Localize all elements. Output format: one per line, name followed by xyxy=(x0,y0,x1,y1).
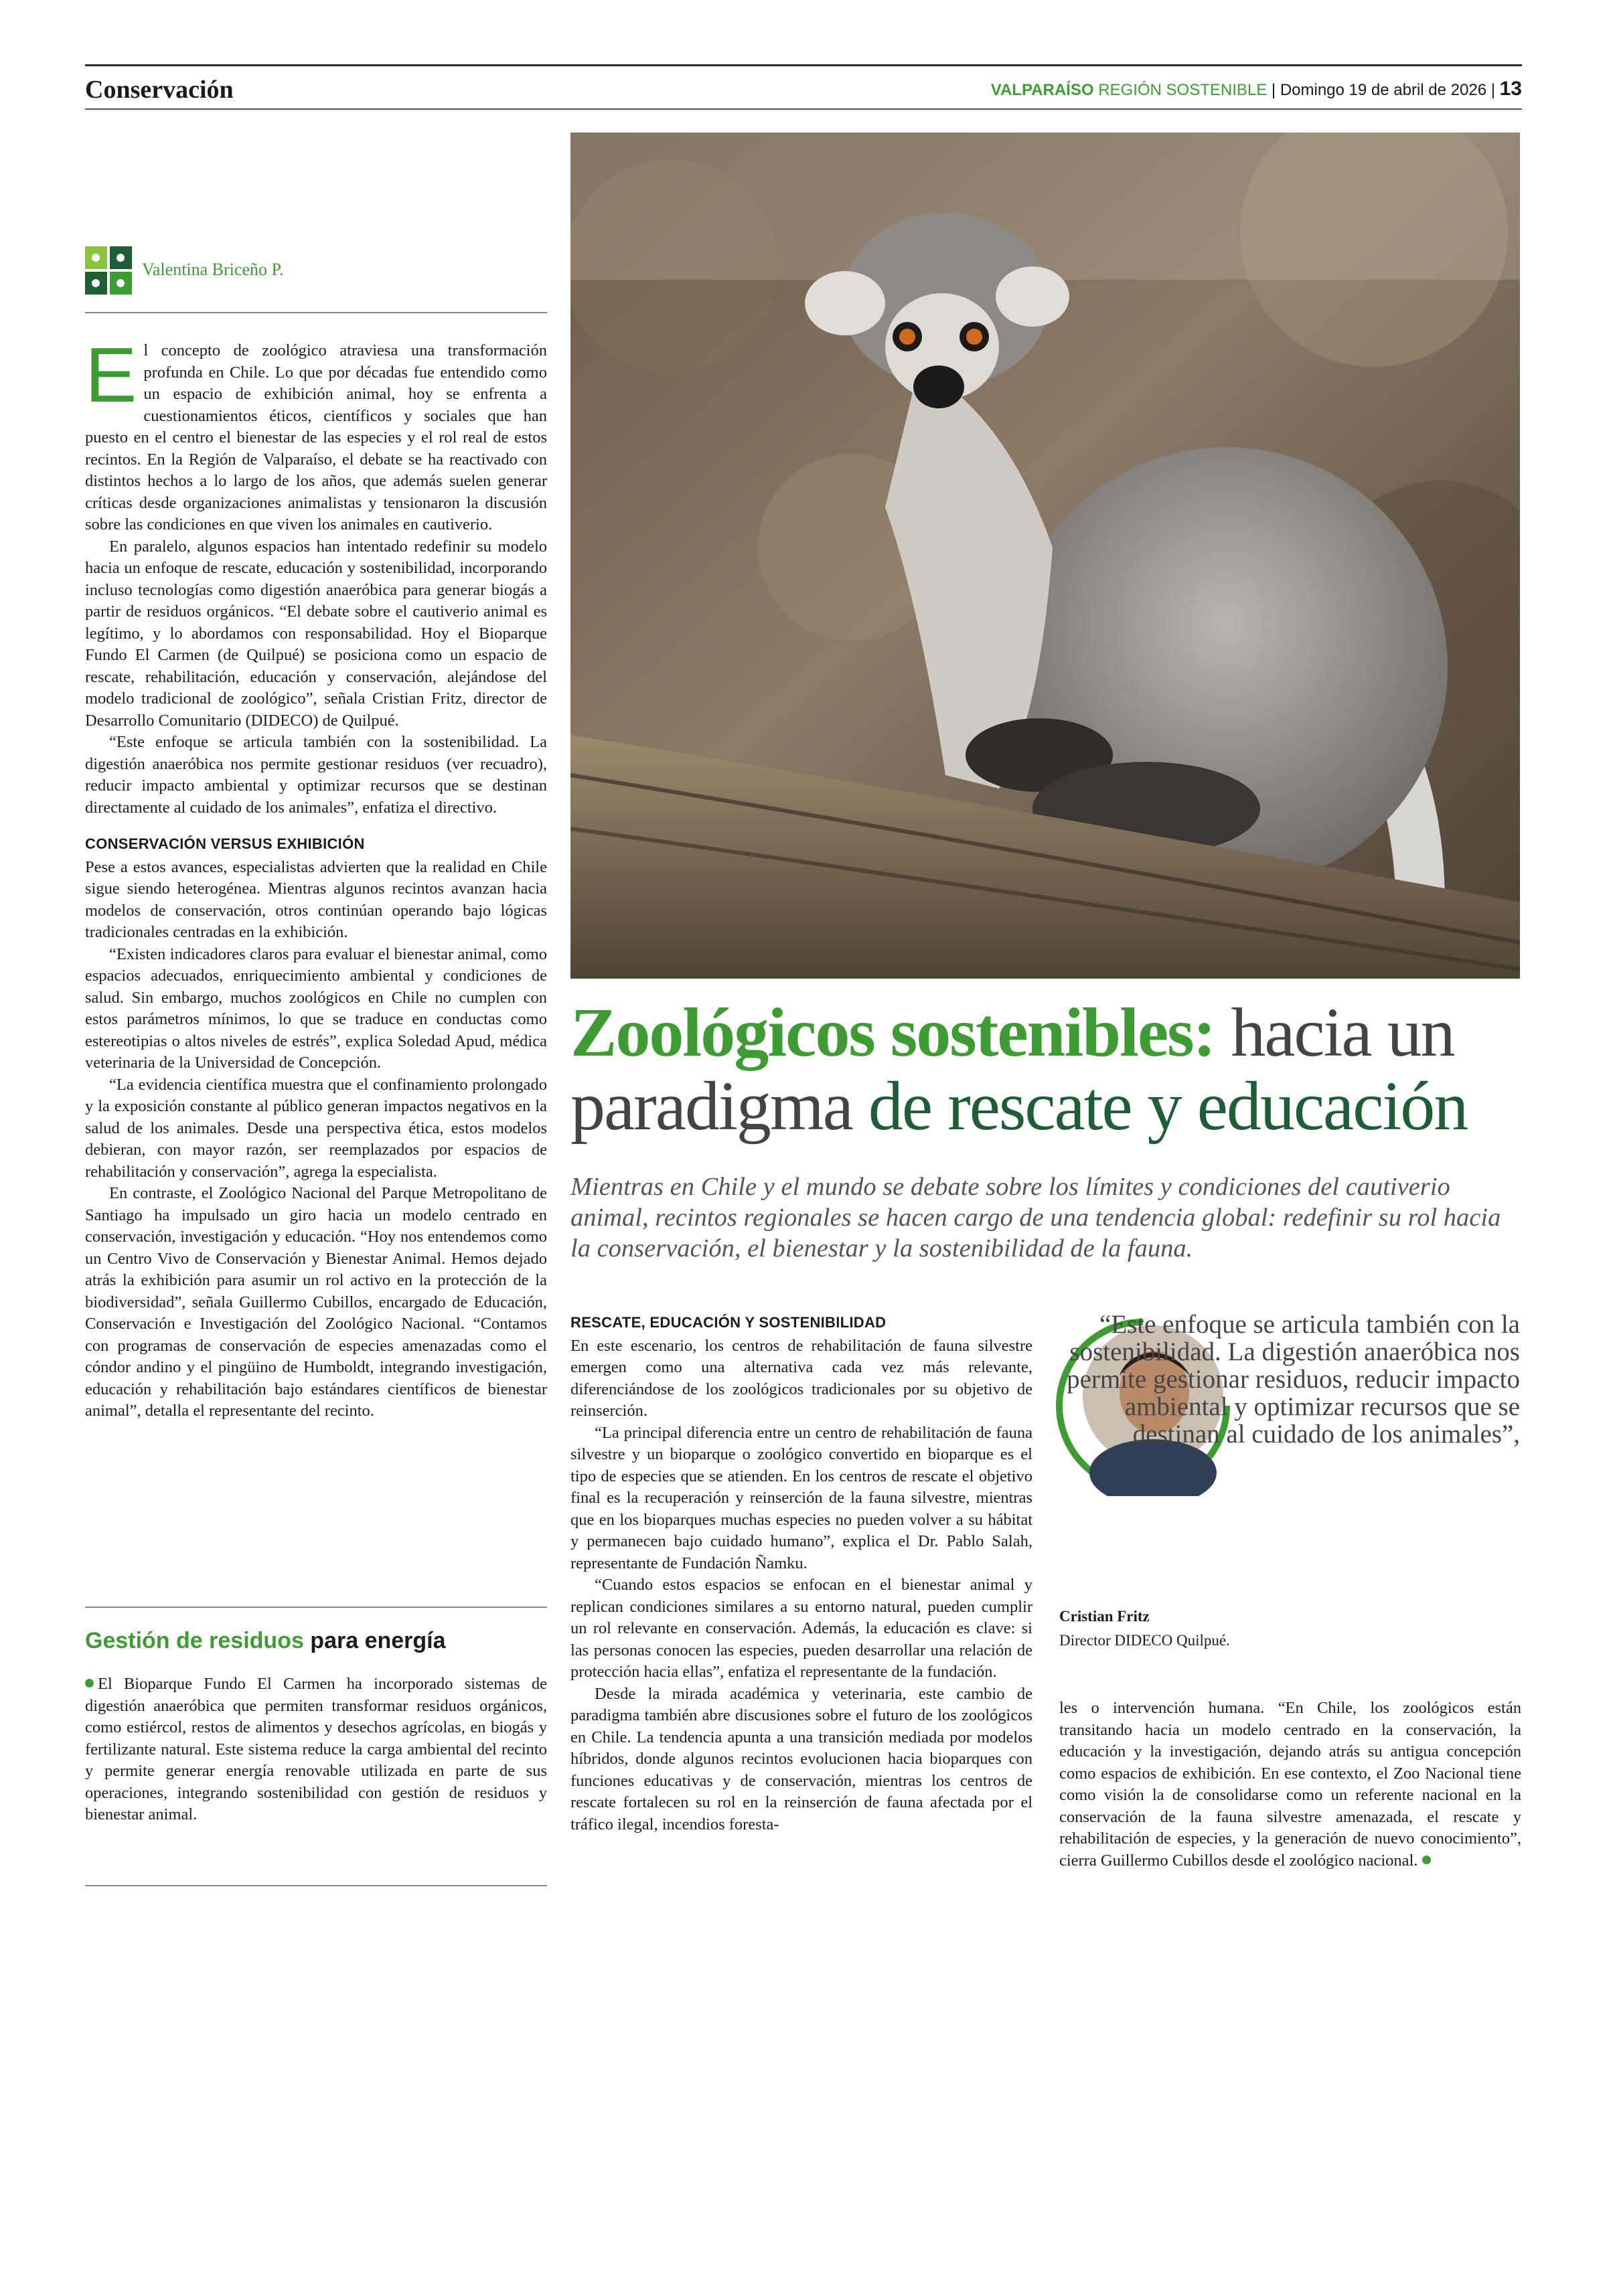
page-number: 13 xyxy=(1499,78,1522,100)
paragraph: “La evidencia científica muestra que el confinamiento prolongado y la exposición constante al público generan impactos negativos en la salud de los animales. Desde una perspectiva ética, estos modelos debieran, con mayor razón, ser reemplazados por espacios de rehabilitación y conservación”, agrega la especialista. xyxy=(85,1075,547,1181)
paragraph: En paralelo, algunos espacios han intentado redefinir su modelo hacia un enfoque de rescate, educación y sostenibilidad, incorporando incluso tecnologías como digestión anaeróbica para generar biogás a partir de residuos orgánicos. “El debate sobre el cautiverio animal es legítimo, y lo abordamos con responsabilidad. Hoy el Bioparque Fundo El Carmen (de Quilpué) se posiciona como un espacio de rescate, rehabilitación, educación y conservación, alejándose del modelo tradicional de zoológico”, señala Cristian Fritz, director de Desarrollo Comunitario (DIDECO) de Quilpué. xyxy=(85,537,547,730)
article-column-1 xyxy=(85,331,547,1422)
article-column-2 xyxy=(570,1312,1032,1835)
paragraph: “Cuando estos espacios se enfocan en el bienestar animal y replican condiciones similares a su entorno natural, pueden cumplir un rol relevante en conservación. Además, la educación es clave: si las personas conocen las especies, pueden desarrollar una relación de protección hacia ellas”, enfatiza el representante de la fundación. xyxy=(570,1576,1032,1681)
section-title: Conservación xyxy=(85,76,234,104)
lead-paragraph: El concepto de zoológico atraviesa una transformación profunda en Chile. Lo que por décadas fue entendido como un espacio de exhibición animal, hoy se enfrenta a cuestionamientos éticos, científicos y sociales que han puesto en el centro el bienestar de las especies y el rol real de estos recintos. En la Región de Valparaíso, el debate se ha reactivado con distintos hechos a lo largo de los años, que además suelen generar críticas desde organizaciones animalistas y tensionaron la discusión sobre las condiciones en que viven los animales en cautiverio. xyxy=(85,331,547,534)
end-mark-icon xyxy=(1422,1856,1431,1864)
subheading: RESCATE, EDUCACIÓN Y SOSTENIBILIDAD xyxy=(570,1314,887,1331)
paragraph: “La principal diferencia entre un centro de rehabilitación de fauna silvestre y un bioparque o zoológico convertido en bioparque es el tipo de especies que se atienden. En los centros de rescate el objetivo final es la recuperación y reinserción de la fauna silvestre, mientras que en los bioparques muchas especies no pueden volver a su hábitat y permanecen bajo cuidado humano”, explica el Dr. Pablo Salah, representante de Fundación Ñamku. xyxy=(570,1423,1032,1572)
brand-name: VALPARAÍSO xyxy=(990,81,1094,99)
drop-cap: E xyxy=(85,331,137,418)
issue-date: | Domingo 19 de abril de 2026 | xyxy=(1271,81,1495,99)
box-top-rule xyxy=(85,1607,547,1608)
article-column-3 xyxy=(1059,1698,1521,1872)
paragraph: En contraste, el Zoológico Nacional del Parque Metropolitano de Santiago ha impulsado un giro hacia un modelo centrado en conservación, investigación y educación. “Hoy nos entendemos como un Centro Vivo de Conservación y Bienestar Animal. Hemos dejado atrás la exhibición para asumir un rol activo en la protección de la biodiversidad”, señala Guillermo Cubillos, encargado de Educación, Conservación e Investigación del Zoológico Nacional. “Contamos con programas de conservación de especies amenazadas como el cóndor andino y el pingüino de Humboldt, integrando investigación, educación y rehabilitación bajo estándares científicos de bienestar animal”, detalla el representante del recinto. xyxy=(85,1184,547,1420)
paragraph: les o intervención humana. “En Chile, los zoológicos están transitando hacia un modelo centrado en la conservación, la educación y la investigación, dejando atrás su antigua concepción como espacios de exhibición. En ese contexto, el Zoo Nacional tiene como visión la de consolidarse como un referente nacional en la conservación de la fauna silvestre amenazada, el rescate y rehabilitación de especies, y la generación de nuevo conocimiento”, cierra Guillermo Cubillos desde el zoológico nacional. xyxy=(1059,1699,1521,1870)
paragraph: En este escenario, los centros de rehabilitación de fauna silvestre emergen como una alternativa cada vez más relevante, diferenciándose de los zoológicos tradicionales por su objetivo de reinserción. xyxy=(570,1336,1032,1420)
paragraph: “Existen indicadores claros para evaluar el bienestar animal, como espacios adecuados, enriquecimiento ambiental y condiciones de salud. Sin embargo, muchos zoológicos en Chile no cumplen con estos parámetros mínimos, lo que se traduce en conductas como estereotipias o altos niveles de estrés”, explica Soledad Apud, médica veterinaria de la Universidad de Concepción. xyxy=(85,945,547,1072)
quote-author-role: Director DIDECO Quilpué. xyxy=(1059,1632,1230,1649)
box-bottom-rule xyxy=(85,1885,547,1886)
region-logo xyxy=(85,246,132,295)
box-text: El Bioparque Fundo El Carmen ha incorporado sistemas de digestión anaeróbica que permiten transformar residuos orgánicos, como estiércol, restos de alimentos y desechos agrícolas, en biogás y fertilizante natural. Este sistema reduce la carga ambiental del recinto y permite generar energía renovable utilizada en parte de sus operaciones, integrando sostenibilidad con gestión de residuos y bienestar animal. xyxy=(85,1675,547,1823)
paragraph: Desde la mirada académica y veterinaria, este cambio de paradigma también abre discusiones sobre el futuro de los zoológicos en Chile. La tendencia apunta a una transición mediada por modelos híbridos, donde algunos recintos evolucionen hacia bioparques con funciones educativas y de conservación, mientras los centros de rescate fortalecen su rol en la reinserción de fauna afectada por el tráfico ilegal, incendios foresta- xyxy=(570,1684,1032,1833)
quote-author: Cristian Fritz xyxy=(1059,1608,1150,1625)
deck: Mientras en Chile y el mundo se debate sobre los límites y condiciones del cautiverio animal, recintos regionales se hacen cargo de una tendencia global: redefinir su rol hacia la conservación, el bienestar y la sostenibilidad de la fauna. xyxy=(570,1173,1501,1262)
box-title: Gestión de residuos para energía xyxy=(85,1628,446,1653)
bullet-dot-icon xyxy=(85,1679,94,1688)
byline-rule xyxy=(85,312,547,313)
pull-quote: “Este enfoque se articula también con la sostenibilidad. La digestión anaeróbica nos permite gestionar residuos, reducir impacto ambiental y optimizar recursos que se destinan al cuidado de los animales”, xyxy=(1067,1310,1520,1449)
header-top-rule xyxy=(85,64,1522,66)
paragraph: “Este enfoque se articula también con la sostenibilidad. La digestión anaeróbica nos permite gestionar residuos (ver recuadro), reducir impacto ambiental y optimizar recursos que se destinan directamente al cuidado de los animales”, enfatiza el directivo. xyxy=(85,733,547,817)
brand-subtitle: REGIÓN SOSTENIBLE xyxy=(1098,81,1268,99)
headline: Zoológicos sostenibles: hacia un paradigma de rescate y educación xyxy=(570,994,1468,1145)
subheading: CONSERVACIÓN VERSUS EXHIBICIÓN xyxy=(85,835,365,852)
paragraph: Pese a estos avances, especialistas advierten que la realidad en Chile sigue siendo heterogénea. Mientras algunos recintos avanzan hacia modelos de conservación, otros continúan operando bajo lógicas tradicionales centradas en la exhibición. xyxy=(85,857,547,941)
header-bottom-rule xyxy=(85,108,1522,110)
masthead xyxy=(991,78,1522,100)
author-byline: Valentina Briceño P. xyxy=(142,260,284,279)
lemur-photo xyxy=(570,133,1520,979)
